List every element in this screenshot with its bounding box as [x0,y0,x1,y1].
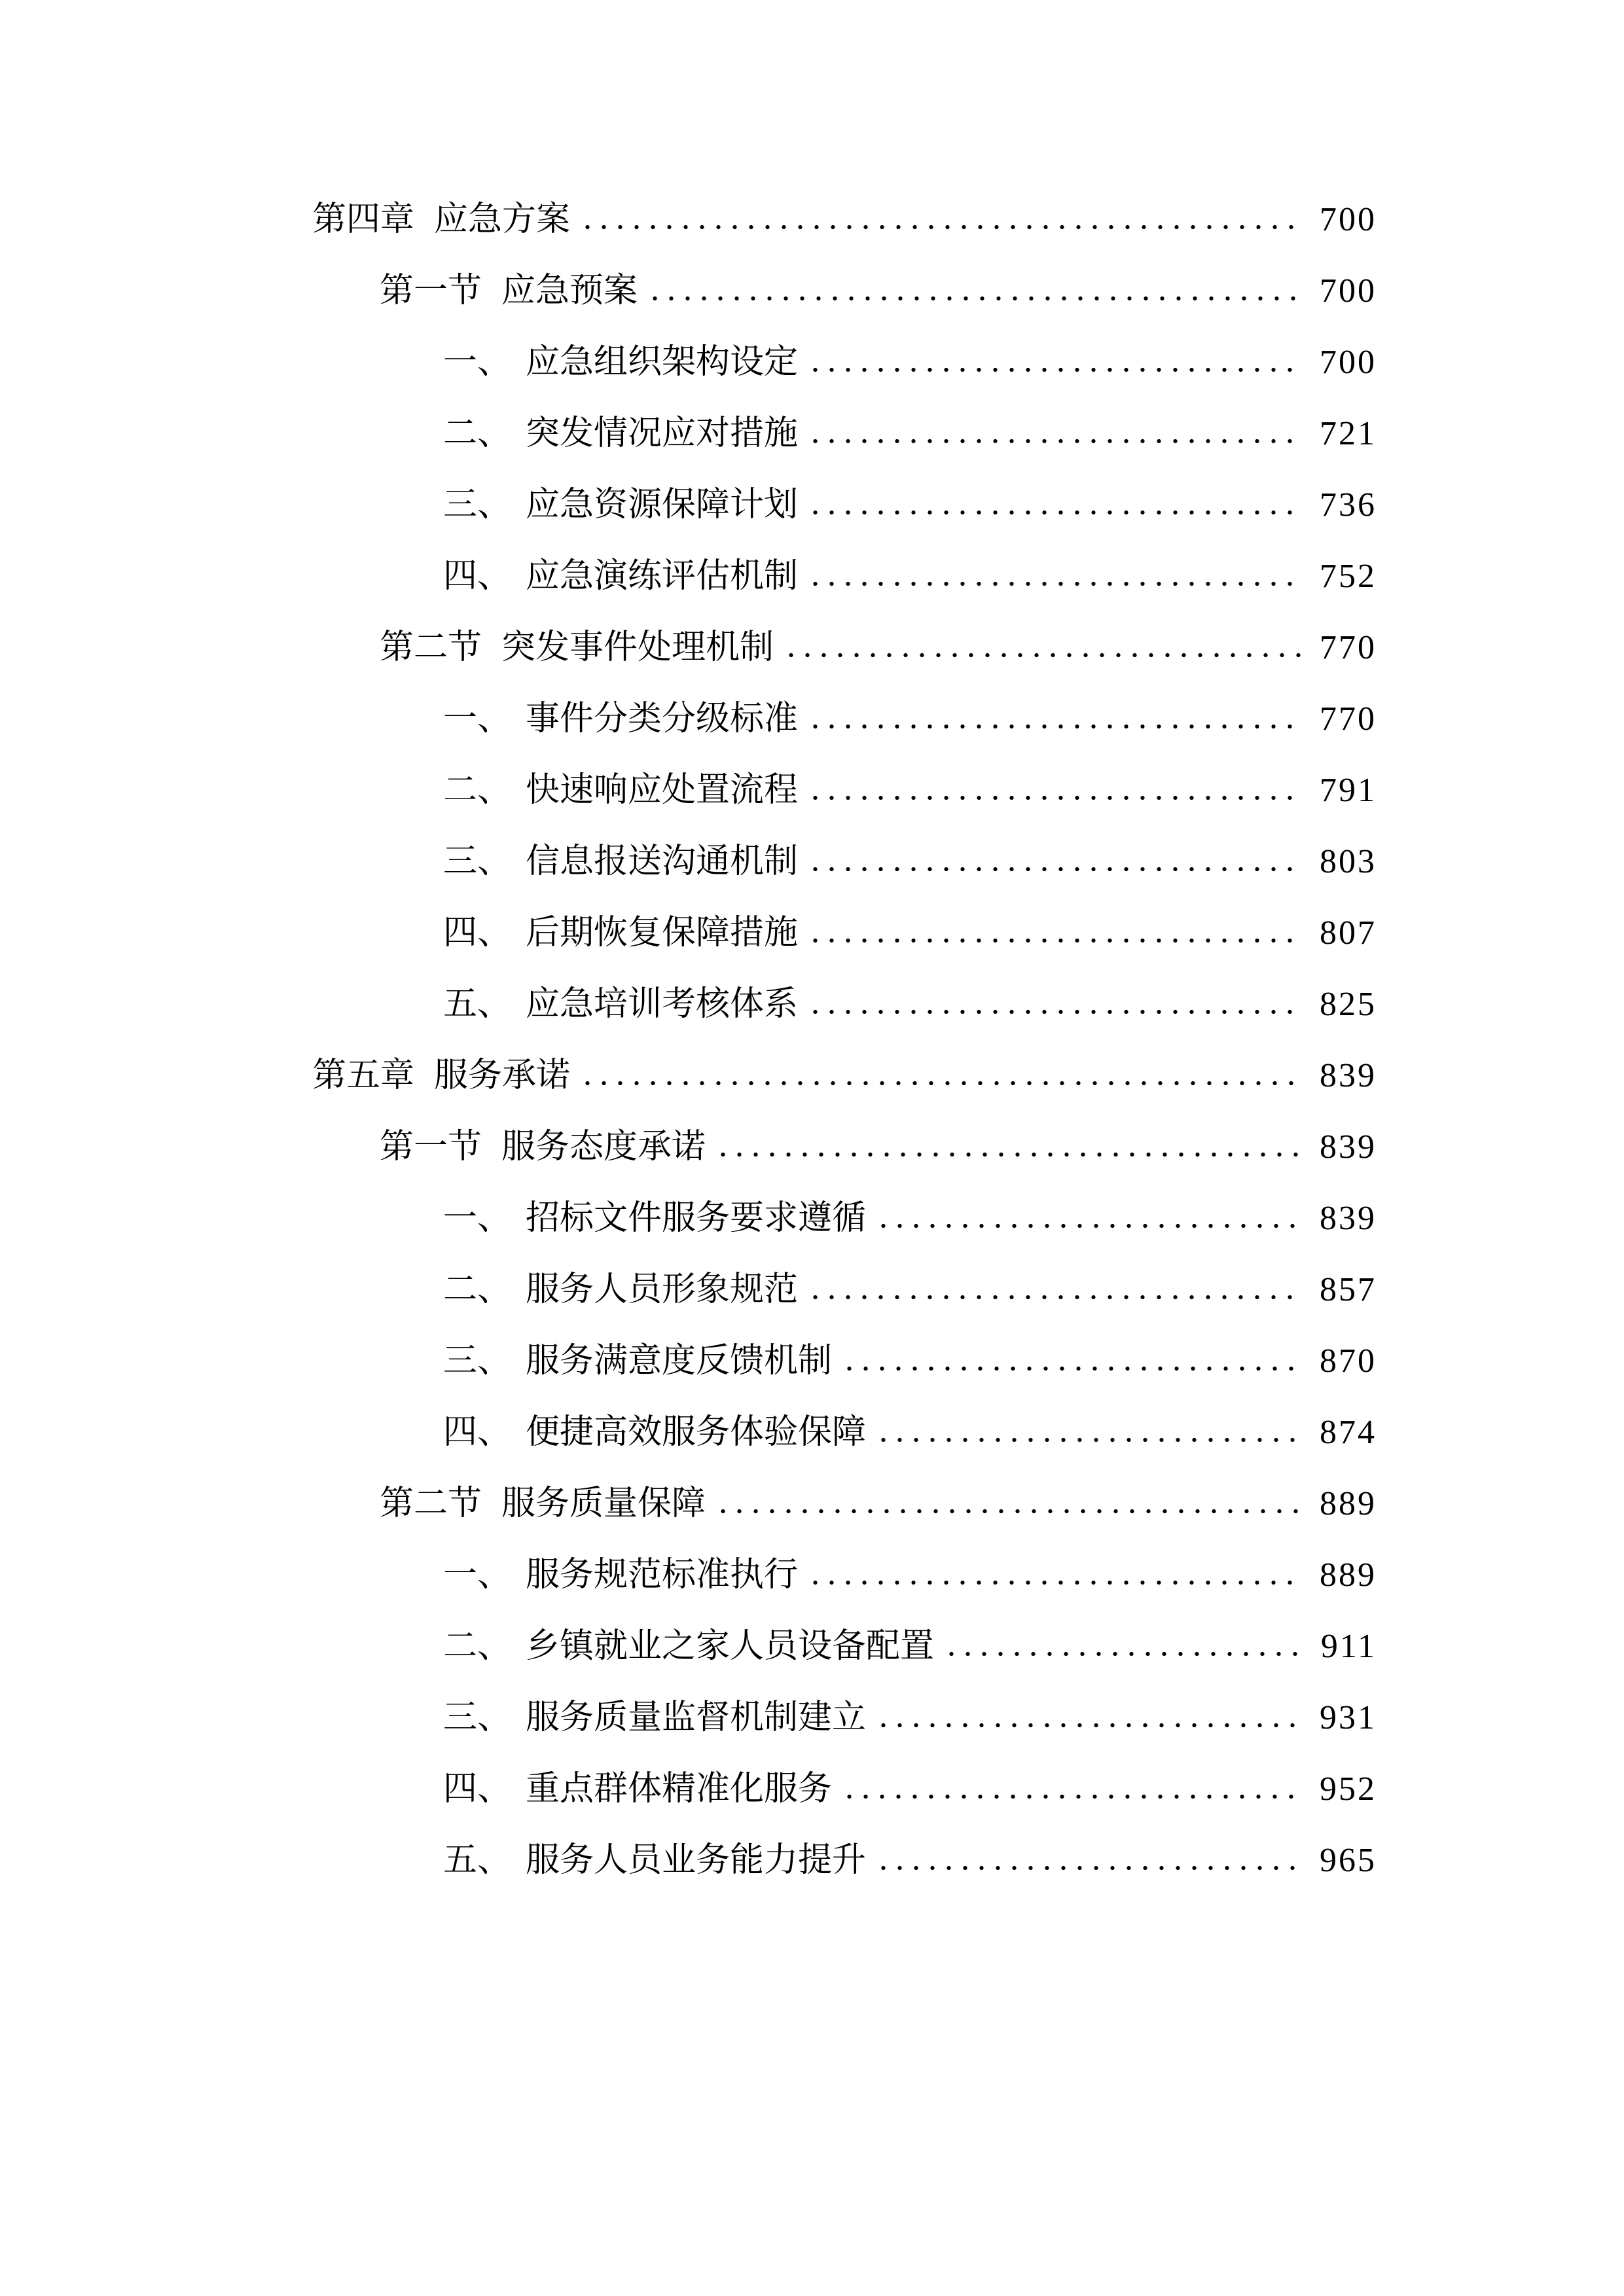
toc-entry-item[interactable] [0,541,1624,612]
table-of-contents [0,184,1624,1896]
toc-entry-page-number: 889 [1320,1556,1377,1594]
toc-entry-number: 三、 [443,486,512,524]
toc-entry-item[interactable] [0,1682,1624,1753]
toc-entry-number: 一、 [443,344,512,381]
toc-entry-item[interactable] [0,327,1624,398]
dot-leader [807,937,1304,944]
dot-leader [715,1151,1304,1158]
toc-entry-title: 服务态度承诺 [501,1128,706,1166]
dot-leader [783,652,1304,658]
dot-leader [579,224,1304,230]
dot-leader [841,1793,1304,1800]
toc-entry-number: 第二节 [380,1485,482,1522]
toc-entry-page-number: 952 [1320,1770,1377,1808]
dot-leader [875,1865,1304,1871]
toc-entry-number: 四、 [443,1414,512,1451]
toc-entry-number: 二、 [443,772,512,809]
toc-entry-item[interactable] [0,897,1624,969]
toc-entry-title: 应急资源保障计划 [526,486,799,524]
dot-leader [807,866,1304,872]
toc-entry-page-number: 839 [1320,1057,1377,1094]
toc-entry-item[interactable] [0,1254,1624,1325]
toc-entry-title: 突发情况应对措施 [526,415,799,452]
toc-entry-title: 便捷高效服务体验保障 [526,1414,867,1451]
dot-leader [943,1651,1305,1657]
dot-leader [807,581,1304,587]
toc-entry-page-number: 700 [1320,344,1377,381]
toc-entry-number: 四、 [443,914,512,952]
dot-leader [807,795,1304,801]
toc-entry-title: 服务质量监督机制建立 [526,1699,867,1736]
toc-entry-number: 第一节 [380,272,482,310]
toc-entry-item[interactable] [0,1825,1624,1896]
toc-entry-item[interactable] [0,755,1624,826]
toc-entry-page-number: 721 [1320,415,1377,452]
toc-entry-number: 二、 [443,1271,512,1308]
dot-leader [875,1223,1304,1229]
toc-entry-page-number: 803 [1320,843,1377,880]
toc-entry-section[interactable] [0,255,1624,327]
toc-entry-number: 第四章 [312,201,415,238]
toc-entry-title: 服务承诺 [434,1057,571,1094]
toc-entry-page-number: 736 [1320,486,1377,524]
toc-entry-title: 服务人员形象规范 [526,1271,799,1308]
toc-entry-title: 服务质量保障 [501,1485,706,1522]
toc-entry-item[interactable] [0,398,1624,469]
toc-entry-title: 后期恢复保障措施 [526,914,799,952]
toc-entry-title: 突发事件处理机制 [501,629,774,666]
toc-entry-title: 应急方案 [434,201,571,238]
toc-entry-item[interactable] [0,683,1624,755]
toc-entry-page-number: 874 [1320,1414,1377,1451]
toc-entry-title: 应急组织架构设定 [526,344,799,381]
toc-entry-title: 信息报送沟通机制 [526,843,799,880]
toc-entry-number: 第二节 [380,629,482,666]
toc-entry-page-number: 807 [1320,914,1377,952]
dot-leader [875,1722,1304,1729]
toc-entry-item[interactable] [0,1539,1624,1611]
toc-entry-item[interactable] [0,826,1624,897]
toc-entry-number: 一、 [443,1200,512,1237]
toc-entry-number: 三、 [443,1699,512,1736]
toc-entry-title: 服务满意度反馈机制 [526,1342,833,1380]
toc-entry-number: 第一节 [380,1128,482,1166]
toc-entry-number: 三、 [443,1342,512,1380]
toc-entry-number: 五、 [443,986,512,1023]
toc-entry-title: 招标文件服务要求遵循 [526,1200,867,1237]
toc-entry-item[interactable] [0,469,1624,541]
toc-entry-item[interactable] [0,969,1624,1040]
toc-entry-page-number: 931 [1320,1699,1377,1736]
toc-entry-title: 服务人员业务能力提升 [526,1842,867,1879]
toc-entry-number: 二、 [443,1628,512,1665]
toc-entry-page-number: 770 [1320,700,1377,738]
toc-entry-page-number: 870 [1320,1342,1377,1380]
toc-entry-title: 重点群体精准化服务 [526,1770,833,1808]
toc-entry-page-number: 791 [1320,772,1377,809]
toc-entry-page-number: 911 [1320,1628,1377,1665]
toc-entry-number: 二、 [443,415,512,452]
toc-entry-page-number: 965 [1320,1842,1377,1879]
toc-entry-item[interactable] [0,1397,1624,1468]
toc-entry-page-number: 839 [1320,1200,1377,1237]
toc-entry-page-number: 752 [1320,558,1377,595]
dot-leader [647,295,1304,302]
toc-entry-title: 应急演练评估机制 [526,558,799,595]
toc-entry-page-number: 857 [1320,1271,1377,1308]
dot-leader [715,1508,1304,1515]
toc-entry-title: 应急培训考核体系 [526,986,799,1023]
toc-entry-number: 五、 [443,1842,512,1879]
toc-entry-page-number: 839 [1320,1128,1377,1166]
toc-entry-number: 一、 [443,1556,512,1594]
toc-entry-item[interactable] [0,1325,1624,1397]
toc-entry-page-number: 770 [1320,629,1377,666]
toc-entry-title: 乡镇就业之家人员设备配置 [526,1628,935,1665]
toc-entry-number: 三、 [443,843,512,880]
dot-leader [807,367,1304,373]
toc-entry-chapter[interactable] [0,184,1624,255]
dot-leader [807,1579,1304,1586]
toc-entry-item[interactable] [0,1611,1624,1682]
toc-entry-section[interactable] [0,1111,1624,1183]
dot-leader [807,438,1304,444]
dot-leader [807,1294,1304,1300]
toc-entry-section[interactable] [0,612,1624,683]
toc-entry-page-number: 825 [1320,986,1377,1023]
dot-leader [807,723,1304,730]
toc-entry-title: 应急预案 [501,272,638,310]
toc-entry-title: 事件分类分级标准 [526,700,799,738]
toc-entry-number: 四、 [443,558,512,595]
dot-leader [807,509,1304,516]
toc-entry-page-number: 700 [1320,272,1377,310]
toc-entry-page-number: 889 [1320,1485,1377,1522]
toc-entry-title: 服务规范标准执行 [526,1556,799,1594]
dot-leader [807,1009,1304,1015]
dot-leader [841,1365,1304,1372]
toc-entry-section[interactable] [0,1468,1624,1539]
toc-entry-number: 四、 [443,1770,512,1808]
dot-leader [579,1080,1304,1086]
toc-entry-number: 一、 [443,700,512,738]
toc-entry-item[interactable] [0,1753,1624,1825]
toc-entry-title: 快速响应处置流程 [526,772,799,809]
dot-leader [875,1437,1304,1443]
toc-entry-number: 第五章 [312,1057,415,1094]
toc-entry-item[interactable] [0,1183,1624,1254]
toc-entry-page-number: 700 [1320,201,1377,238]
toc-entry-chapter[interactable] [0,1040,1624,1111]
